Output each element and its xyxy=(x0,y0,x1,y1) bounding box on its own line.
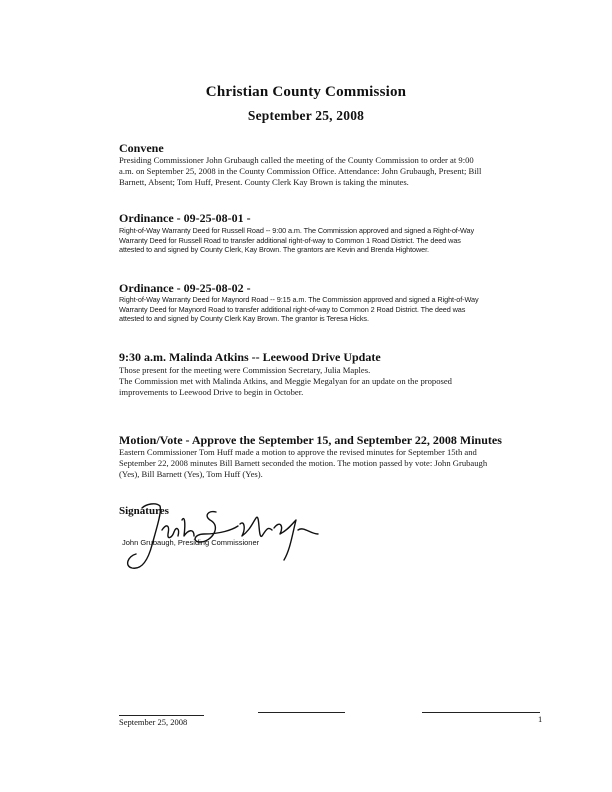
ordinance-2-line: attested to and signed by County Clerk Kay Brown. The grantor is Teresa Hicks. xyxy=(119,314,369,324)
document-title: Christian County Commission xyxy=(205,84,407,100)
ordinance-1-line: Right-of-Way Warranty Deed for Russell Road -- 9:00 a.m. The Commission approved and signed a Right-of-Way xyxy=(119,226,475,235)
leewood-paragraph xyxy=(119,365,559,398)
handwritten-signature xyxy=(112,490,342,580)
leewood-line: Those present for the meeting were Commission Secretary, Julia Maples. xyxy=(119,365,371,375)
convene-line: a.m. on September 25, 2008 in the County Commission Office. Attendance: John Grubaugh, Present; Bill xyxy=(119,166,482,176)
motion-heading: Motion/Vote - Approve the September 15, and September 22, 2008 Minutes xyxy=(119,433,502,447)
leewood-line: The Commission met with Malinda Atkins, and Meggie Megalyan for an update on the proposed xyxy=(119,376,452,386)
motion-line: (Yes), Bill Barnett (Yes), Tom Huff (Yes). xyxy=(119,469,263,479)
motion-line: September 22, 2008 minutes Bill Barnett seconded the motion. The motion passed by vote: John Grubaugh xyxy=(119,458,488,468)
page-number: 1 xyxy=(538,714,543,724)
leewood-line: improvements to Leewood Drive to begin in October. xyxy=(119,387,304,397)
ordinance-1-heading: Ordinance - 09-25-08-01 - xyxy=(119,211,251,225)
document-date: September 25, 2008 xyxy=(247,108,365,123)
convene-line: Presiding Commissioner John Grubaugh called the meeting of the County Commission to order at 9:00 xyxy=(119,155,474,165)
footer-divider xyxy=(422,712,540,713)
ordinance-2-line: Right-of-Way Warranty Deed for Maynord Road -- 9:15 a.m. The Commission approved and signed a Right-of-Way xyxy=(119,295,479,304)
footer-date: September 25, 2008 xyxy=(119,715,204,727)
ordinance-2-line: Warranty Deed for Maynord Road to transfer additional right-of-way to Common 2 Road District. The deed was xyxy=(119,304,466,314)
ordinance-1-line: attested to and signed by County Clerk, Kay Brown. The grantors are Kevin and Brenda Hightower. xyxy=(119,245,429,255)
convene-line: Barnett, Absent; Tom Huff, Present. County Clerk Kay Brown is taking the minutes. xyxy=(119,177,409,187)
convene-heading: Convene xyxy=(119,141,164,155)
motion-line: Eastern Commissioner Tom Huff made a motion to approve the revised minutes for September 15th and xyxy=(119,447,477,457)
ordinance-1-line: Warranty Deed for Russell Road to transfer additional right-of-way to Common 1 Road District. The deed was xyxy=(119,235,461,245)
signatures-heading: Signatures xyxy=(119,505,169,517)
ordinance-2-paragraph xyxy=(119,295,559,324)
footer-divider xyxy=(258,712,345,713)
leewood-heading: 9:30 a.m. Malinda Atkins -- Leewood Drive Update xyxy=(119,350,381,364)
ordinance-1-paragraph xyxy=(119,226,559,255)
ordinance-2-heading: Ordinance - 09-25-08-02 - xyxy=(119,281,251,295)
signer-caption: John Grubaugh, Presiding Commissioner xyxy=(122,538,260,547)
motion-paragraph xyxy=(119,447,559,480)
convene-paragraph xyxy=(119,155,559,188)
